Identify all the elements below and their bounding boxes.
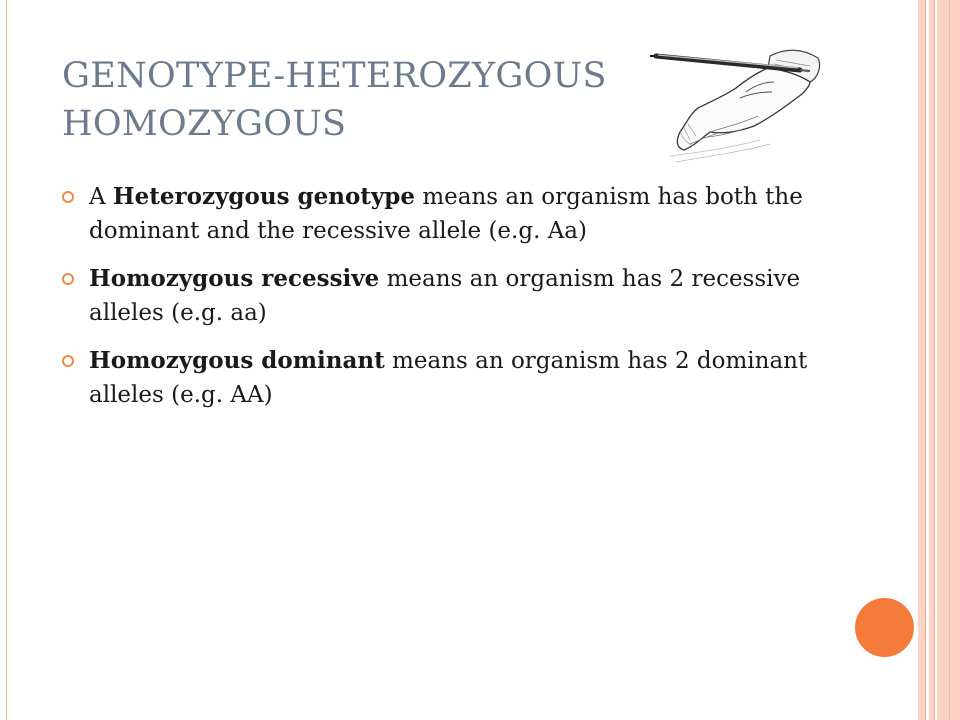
bullet-ring-icon [62,273,74,285]
left-border-rule [6,0,7,720]
title-line-2: HOMOZYGOUS [62,104,347,144]
bullet-term: Homozygous dominant [89,347,385,374]
bullet-ring-icon [62,355,74,367]
bullet-prefix: A [89,184,113,210]
bullet-list [62,180,842,426]
bullet-text: means an organism has 2 recessive alleles (e.g. aa) [89,266,801,326]
bullet-ring-icon [62,191,74,203]
right-decor-line [925,0,926,720]
bullet-text: means an organism has 2 dominant alleles (e.g. AA) [89,348,808,408]
bullet-term: Heterozygous genotype [112,183,416,210]
right-decor-band [918,0,925,720]
bullet-text: means an organism has both the dominant and the recessive allele (e.g. Aa) [89,184,803,244]
right-decor-line [949,0,950,720]
bullet-item [62,180,842,248]
bullet-item [62,344,842,412]
slide-title [62,52,682,148]
decorative-orange-circle [855,598,914,657]
right-decor-line [934,0,935,720]
hand-writing-illustration [650,36,830,166]
bullet-term: Homozygous recessive [89,265,380,292]
title-line-1: GENOTYPE-HETEROZYGOUS [62,56,607,96]
bullet-item [62,262,842,330]
